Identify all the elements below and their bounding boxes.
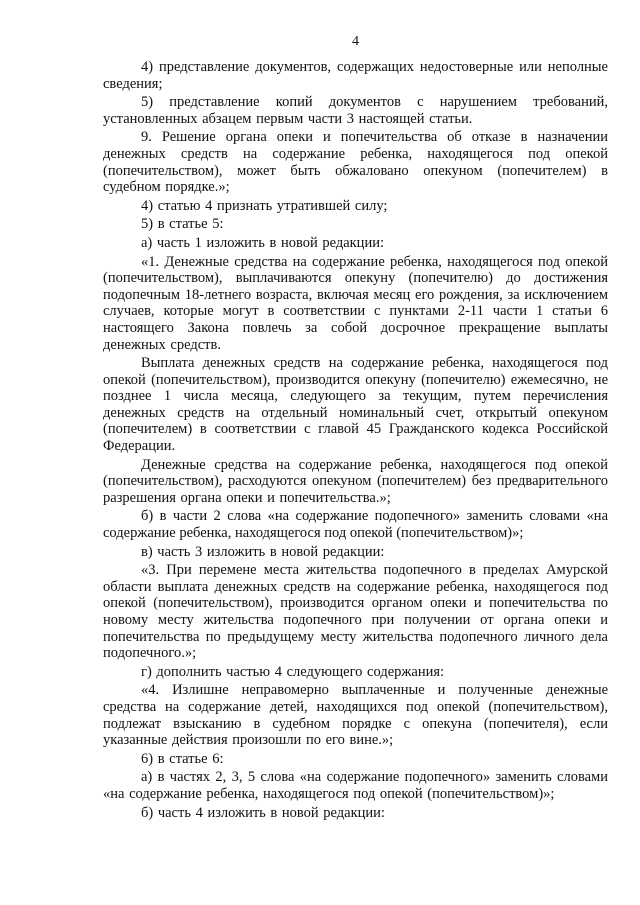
paragraph-sub-b-2: б) часть 4 изложить в новой редакции: bbox=[141, 804, 385, 821]
paragraph-sub-a-2: а) в частях 2, 3, 5 слова «на содержание подопечного» заменить словами «на содержание ребенка, находящегося под опекой (попечительством)»; bbox=[103, 769, 608, 802]
document-body bbox=[103, 59, 608, 821]
paragraph-quote-part-3: «3. При перемене места жительства подопечного в пределах Амурской области выплата денежных средств на содержание ребенка, находящегося под опекой (попечительством), производится органом опеки и попечительства по новому месту жительства подопечного при получении от органа опеки и попечительства по предыдущему месту жительства подопечного личного дела подопечного.»; bbox=[103, 562, 608, 662]
paragraph-amendment-4: 4) статью 4 признать утратившей силу; bbox=[141, 197, 388, 214]
paragraph-quote-part-4: «4. Излишне неправомерно выплаченные и полученные денежные средства на содержание детей, находящихся под опекой (попечительством), подлежат взысканию в судебном порядке с опекуна (попечителя), если указанные действия произошли по его вине.»; bbox=[103, 682, 608, 749]
paragraph-amendment-5: 5) в статье 5: bbox=[141, 216, 224, 233]
paragraph-item-4: 4) представление документов, содержащих недостоверные или неполные сведения; bbox=[103, 59, 608, 92]
page-number: 4 bbox=[352, 34, 359, 49]
paragraph-sub-b: б) в части 2 слова «на содержание подопечного» заменить словами «на содержание ребенка, находящегося под опекой (попечительством)»; bbox=[103, 508, 608, 542]
paragraph-sub-a: а) часть 1 изложить в новой редакции: bbox=[141, 234, 384, 251]
paragraph-sub-g: г) дополнить частью 4 следующего содержания: bbox=[141, 663, 445, 680]
paragraph-amendment-6: 6) в статье 6: bbox=[141, 750, 224, 767]
paragraph-quote-part-1: «1. Денежные средства на содержание ребенка, находящегося под опекой (попечительством), выплачиваются опекуну (попечителю) до достижения подопечным 18-летнего возраста, включая месяц его рождения, за исключением случаев, которые могут в соответствии с пунктами 2-11 части 1 статьи 6 настоящего Закона повлечь за собой досрочное прекращение выплаты денежных средств. bbox=[103, 253, 608, 353]
paragraph-article-9: 9. Решение органа опеки и попечительства об отказе в назначении денежных средств на содержание ребенка, находящегося под опекой (попечительством), может быть обжаловано опекуном (попечителем) в судебном порядке.»; bbox=[103, 129, 608, 196]
paragraph-sub-v: в) часть 3 изложить в новой редакции: bbox=[141, 543, 385, 560]
paragraph-item-5: 5) представление копий документов с нарушением требований, установленных абзацем первым части 3 настоящей статьи. bbox=[103, 94, 608, 127]
paragraph-payment: Выплата денежных средств на содержание ребенка, находящегося под опекой (попечительством), производится опекуну (попечителю) ежемесячно, не позднее 1 числа месяца, следующего за текущим, путем перечисления денежных средств на отдельный номинальный счет, открытый опекуном (попечителем) в соответствии с главой 45 Гражданского кодекса Российской Федерации. bbox=[103, 355, 608, 455]
paragraph-spending: Денежные средства на содержание ребенка, находящегося под опекой (попечительством), расходуются опекуном (попечителем) без предварительного разрешения органа опеки и попечительства.»; bbox=[103, 456, 608, 506]
